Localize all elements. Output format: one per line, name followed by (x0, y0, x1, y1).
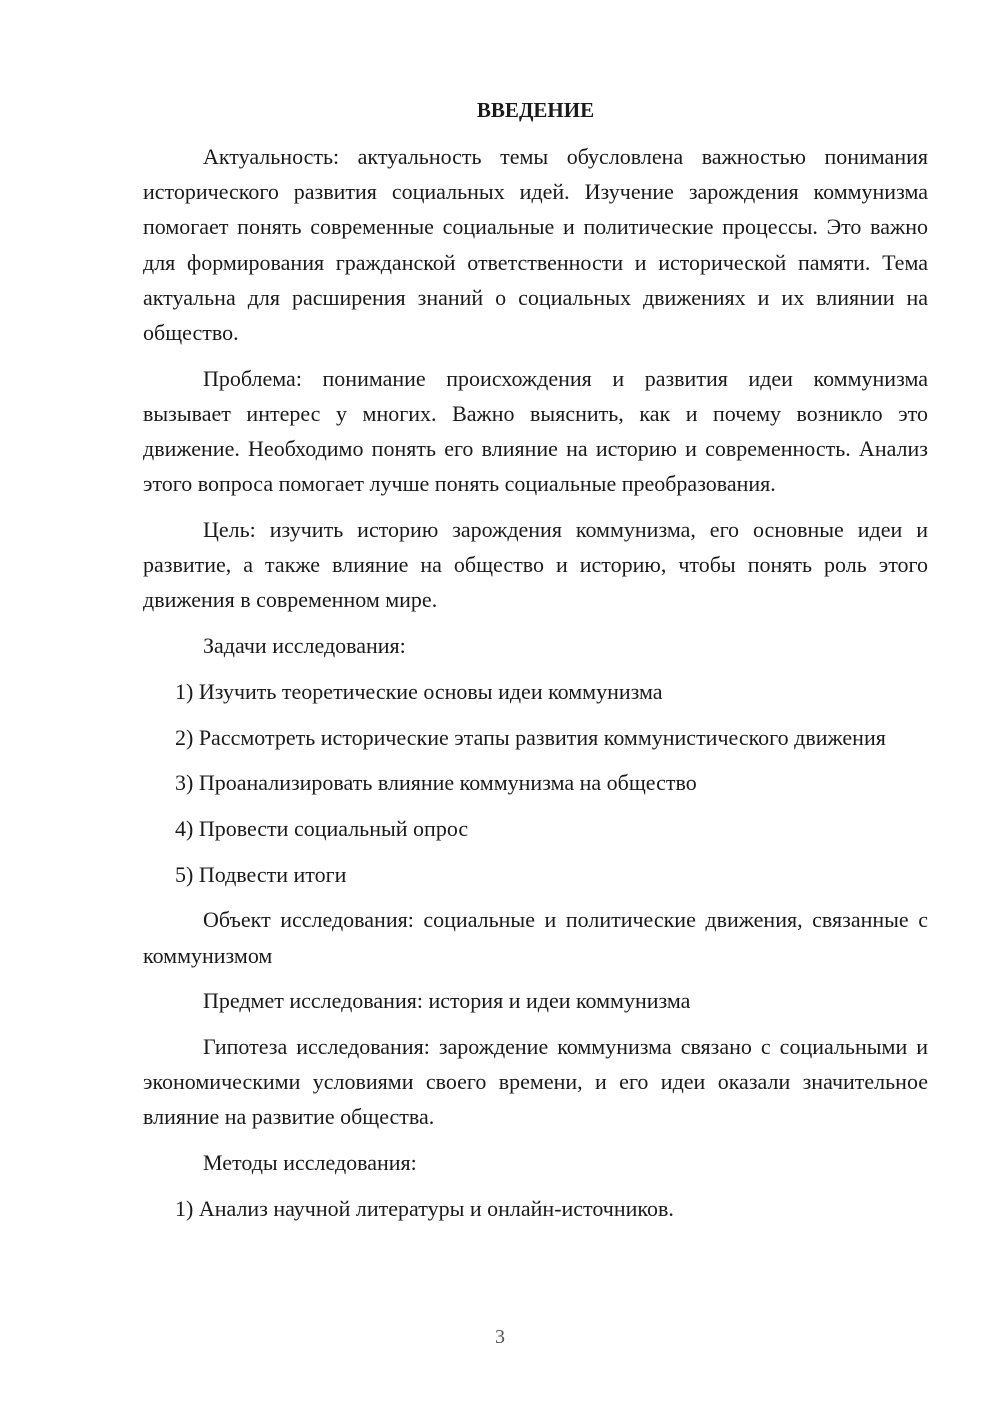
paragraph-problem: Проблема: понимание происхождения и развития идеи коммунизма вызывает интерес у многих. Важно выяснить, как и почему возникло это движение. Необходимо понять его влияние на историю и современность. Анализ этого вопроса помогает лучше понять социальные преобразования. (143, 365, 928, 497)
paragraph-hypothesis: Гипотеза исследования: зарождение коммунизма связано с социальными и экономическими условиями своего времени, и его идеи оказали значительное влияние на развитие общества. (143, 1033, 928, 1130)
task-item-1: 1) Изучить теоретические основы идеи коммунизма (175, 678, 663, 704)
page-content (143, 93, 928, 1236)
paragraph-goal: Цель: изучить историю зарождения коммунизма, его основные идеи и развитие, а также влияние на общество и историю, чтобы понять роль этого движения в современном мире. (143, 517, 928, 613)
task-item-3: 3) Проанализировать влияние коммунизма на общество (175, 770, 697, 796)
section-title: ВВЕДЕНИЕ (476, 98, 595, 122)
methods-heading: Методы исследования: (203, 1150, 417, 1176)
method-item-1: 1) Анализ научной литературы и онлайн-источников. (175, 1195, 674, 1221)
paragraph-subject: Предмет исследования: история и идеи коммунизма (203, 988, 691, 1014)
task-item-5: 5) Подвести итоги (175, 861, 347, 887)
task-item-2: 2) Рассмотреть исторические этапы развития коммунистического движения (175, 724, 886, 750)
tasks-heading: Задачи исследования: (203, 633, 406, 659)
paragraph-relevance: Актуальность: актуальность темы обусловлена важностью понимания исторического развития социальных идей. Изучение зарождения коммунизма помогает понять современные социальные и политические процессы. Это важно для формирования гражданской ответственности и исторической памяти. Тема актуальна для расширения знаний о социальных движениях и их влиянии на общество. (143, 144, 928, 346)
page-number: 3 (495, 1326, 505, 1348)
task-item-4: 4) Провести социальный опрос (175, 815, 469, 841)
paragraph-object: Объект исследования: социальные и политические движения, связанные с коммунизмом (143, 907, 928, 968)
